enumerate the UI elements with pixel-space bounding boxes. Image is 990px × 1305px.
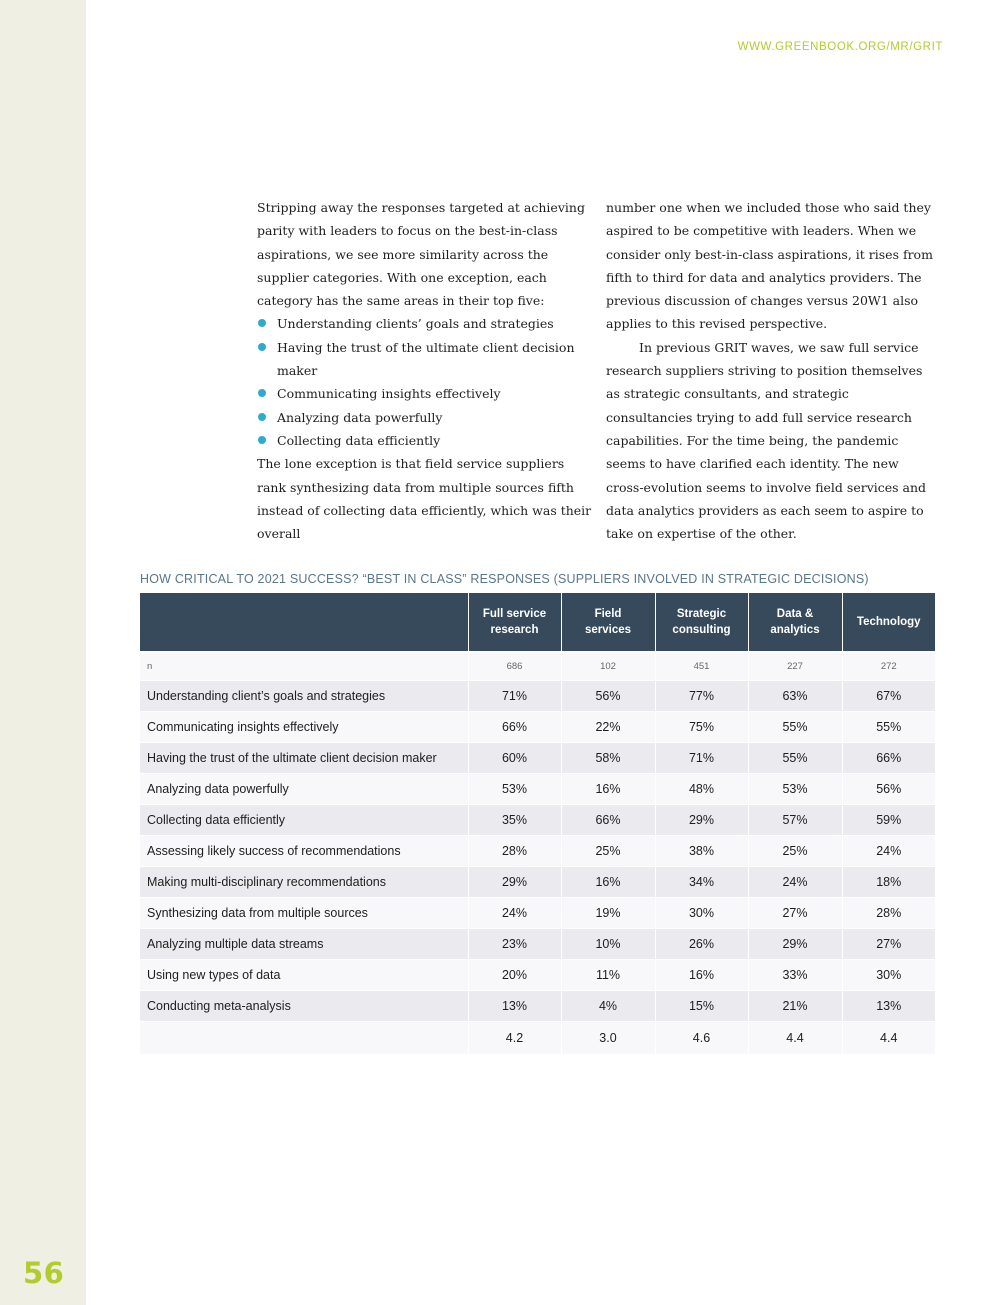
page-number: 56 — [23, 1256, 65, 1290]
cell-value: 25% — [748, 836, 842, 867]
cell-value: 30% — [842, 960, 935, 991]
cell-value: 55% — [842, 712, 935, 743]
cell-value: 71% — [655, 743, 748, 774]
body-column-left — [257, 196, 593, 545]
average-value: 4.4 — [748, 1022, 842, 1055]
cell-value: 28% — [842, 898, 935, 929]
row-label: Synthesizing data from multiple sources — [140, 898, 468, 929]
row-label: Assessing likely success of recommendations — [140, 836, 468, 867]
table-header-row — [140, 593, 935, 652]
cell-value: 55% — [748, 743, 842, 774]
cell-value: 53% — [468, 774, 561, 805]
cell-value: 15% — [655, 991, 748, 1022]
average-row — [140, 1022, 935, 1055]
bullet-text: Communicating insights effectively — [277, 386, 501, 402]
bullet-item — [257, 406, 593, 429]
results-table — [140, 593, 935, 1055]
bullet-text: Having the trust of the ultimate client decision maker — [277, 339, 575, 379]
bullet-dot-icon — [258, 389, 266, 397]
cell-value: 63% — [748, 681, 842, 712]
bullet-text: Analyzing data powerfully — [277, 409, 443, 425]
cell-value: 33% — [748, 960, 842, 991]
cell-value: 16% — [561, 774, 655, 805]
n-value: 451 — [655, 652, 748, 681]
bullet-dot-icon — [258, 343, 266, 351]
table-row — [140, 867, 935, 898]
cell-value: 29% — [748, 929, 842, 960]
row-label: Analyzing data powerfully — [140, 774, 468, 805]
column-header-full-service: Full service research — [468, 593, 561, 652]
table-row — [140, 929, 935, 960]
cell-value: 10% — [561, 929, 655, 960]
continuation-paragraph: number one when we included those who said they aspired to be competitive with leaders. When we consider only best-in-class aspirations, it rises from fifth to third for data and analytics providers. The previous discussion of changes versus 20W1 also applies to this revised perspective. — [606, 200, 933, 332]
cell-value: 24% — [842, 836, 935, 867]
cell-value: 4% — [561, 991, 655, 1022]
bullet-text: Collecting data efficiently — [277, 432, 441, 448]
average-value: 4.2 — [468, 1022, 561, 1055]
bullet-dot-icon — [258, 436, 266, 444]
n-value: 272 — [842, 652, 935, 681]
sample-size-row — [140, 652, 935, 681]
column-header-data-analytics: Data & analytics — [748, 593, 842, 652]
row-label: Analyzing multiple data streams — [140, 929, 468, 960]
cell-value: 66% — [842, 743, 935, 774]
cell-value: 56% — [842, 774, 935, 805]
average-value: 3.0 — [561, 1022, 655, 1055]
row-label: Collecting data efficiently — [140, 805, 468, 836]
row-label: Understanding client’s goals and strategies — [140, 681, 468, 712]
row-label: Using new types of data — [140, 960, 468, 991]
table-row — [140, 898, 935, 929]
row-label: Making multi-disciplinary recommendations — [140, 867, 468, 898]
cell-value: 57% — [748, 805, 842, 836]
table-row — [140, 681, 935, 712]
cell-value: 24% — [748, 867, 842, 898]
column-header-field-services: Field services — [561, 593, 655, 652]
n-value: 686 — [468, 652, 561, 681]
cell-value: 67% — [842, 681, 935, 712]
cell-value: 13% — [842, 991, 935, 1022]
cell-value: 48% — [655, 774, 748, 805]
side-strip — [0, 0, 86, 1305]
intro-paragraph: Stripping away the responses targeted at achieving parity with leaders to focus on the best-in-class aspirations, we see more similarity across the supplier categories. With one exception, each category has the same areas in their top five: — [257, 200, 585, 309]
cell-value: 60% — [468, 743, 561, 774]
cell-value: 13% — [468, 991, 561, 1022]
average-value: 4.4 — [842, 1022, 935, 1055]
cell-value: 28% — [468, 836, 561, 867]
cell-value: 16% — [655, 960, 748, 991]
row-label: Communicating insights effectively — [140, 712, 468, 743]
cell-value: 38% — [655, 836, 748, 867]
cell-value: 71% — [468, 681, 561, 712]
cell-value: 35% — [468, 805, 561, 836]
body-column-right — [606, 196, 939, 545]
average-value: 4.6 — [655, 1022, 748, 1055]
n-value: 102 — [561, 652, 655, 681]
cell-value: 11% — [561, 960, 655, 991]
cell-value: 29% — [468, 867, 561, 898]
cell-value: 55% — [748, 712, 842, 743]
column-header-technology: Technology — [842, 593, 935, 652]
header-url[interactable]: WWW.GREENBOOK.ORG/MR/GRIT — [737, 41, 943, 53]
row-label: Conducting meta-analysis — [140, 991, 468, 1022]
cell-value: 24% — [468, 898, 561, 929]
header-blank-cell — [140, 593, 468, 652]
n-value: 227 — [748, 652, 842, 681]
bullet-item — [257, 382, 593, 405]
average-label — [140, 1022, 468, 1055]
cell-value: 16% — [561, 867, 655, 898]
cell-value: 21% — [748, 991, 842, 1022]
cell-value: 26% — [655, 929, 748, 960]
grit-waves-paragraph: In previous GRIT waves, we saw full service research suppliers striving to position themselves as strategic consultants, and strategic consultancies trying to add full service research capabilities. For the time being, the pandemic seems to have clarified each identity. The new cross-evolution seems to involve field services and data analytics providers as each seem to aspire to take on expertise of the other. — [606, 339, 927, 542]
table-title: HOW CRITICAL TO 2021 SUCCESS? “BEST IN CLASS” RESPONSES (SUPPLIERS INVOLVED IN STRATEGIC DECISIONS) — [140, 572, 869, 586]
table-row — [140, 805, 935, 836]
cell-value: 25% — [561, 836, 655, 867]
cell-value: 30% — [655, 898, 748, 929]
cell-value: 53% — [748, 774, 842, 805]
bullet-item — [257, 336, 593, 383]
column-header-strategic-consulting: Strategic consulting — [655, 593, 748, 652]
cell-value: 19% — [561, 898, 655, 929]
cell-value: 27% — [748, 898, 842, 929]
cell-value: 59% — [842, 805, 935, 836]
table-row — [140, 774, 935, 805]
table-row — [140, 712, 935, 743]
cell-value: 29% — [655, 805, 748, 836]
bullet-dot-icon — [258, 319, 266, 327]
cell-value: 77% — [655, 681, 748, 712]
bullet-dot-icon — [258, 413, 266, 421]
cell-value: 27% — [842, 929, 935, 960]
bullet-item — [257, 429, 593, 452]
cell-value: 23% — [468, 929, 561, 960]
cell-value: 58% — [561, 743, 655, 774]
table-row — [140, 960, 935, 991]
cell-value: 34% — [655, 867, 748, 898]
cell-value: 20% — [468, 960, 561, 991]
cell-value: 56% — [561, 681, 655, 712]
row-label: Having the trust of the ultimate client decision maker — [140, 743, 468, 774]
bullet-item — [257, 312, 593, 335]
table-row — [140, 743, 935, 774]
cell-value: 18% — [842, 867, 935, 898]
table-row — [140, 991, 935, 1022]
cell-value: 75% — [655, 712, 748, 743]
table-row — [140, 836, 935, 867]
cell-value: 22% — [561, 712, 655, 743]
outro-paragraph: The lone exception is that field service suppliers rank synthesizing data from multiple sources fifth instead of collecting data efficiently, which was their overall — [257, 456, 592, 542]
n-label: n — [140, 652, 468, 681]
cell-value: 66% — [561, 805, 655, 836]
cell-value: 66% — [468, 712, 561, 743]
bullet-text: Understanding clients’ goals and strategies — [277, 316, 554, 332]
bullet-list — [257, 312, 593, 452]
